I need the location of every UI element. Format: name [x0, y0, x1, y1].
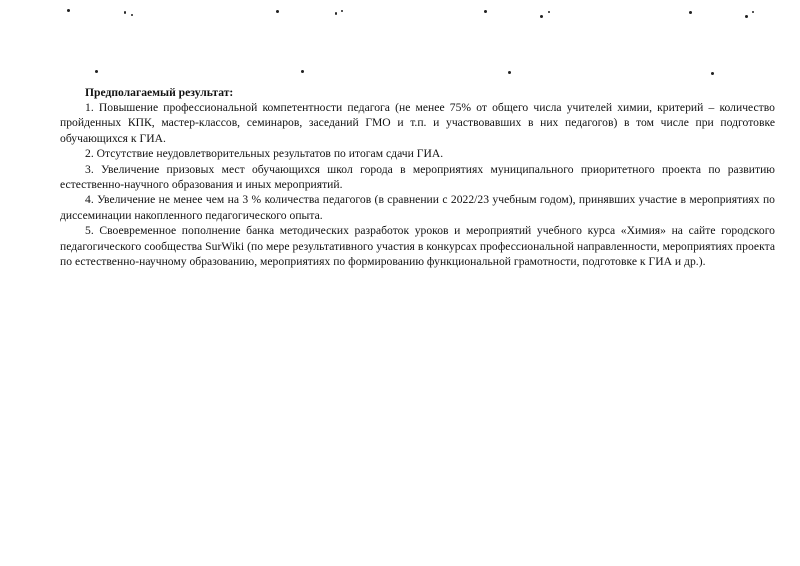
scan-speck [508, 71, 511, 74]
scan-speck [752, 11, 754, 13]
result-item-2: 2. Отсутствие неудовлетворительных результатов по итогам сдачи ГИА. [85, 147, 444, 161]
scan-speck [335, 12, 337, 15]
scan-speck [548, 11, 550, 13]
scan-speck [124, 11, 126, 14]
scan-speck [301, 70, 304, 73]
scan-speck [745, 15, 748, 18]
scan-speck [711, 72, 714, 75]
section-heading: Предполагаемый результат: [85, 86, 234, 99]
scan-speck [341, 10, 343, 12]
scan-speck [131, 14, 133, 16]
scan-speck [67, 9, 70, 12]
result-item-1: 1. Повышение профессиональной компетентности педагога (не менее 75% от общего числа учителей химии, критерий – количество пройденных КПК, мастер-классов, семинаров, заседаний ГМО и т.п. и участвовавших в них педагогов) в том числе при подготовке обучающихся к ГИА. [60, 101, 775, 145]
result-item-4: 4. Увеличение не менее чем на 3 % количества педагогов (в сравнении с 2022/23 учебным годом), принявших участие в мероприятиях по диссеминации накопленного педагогического опыта. [60, 193, 775, 222]
document-body [60, 85, 775, 269]
scan-speck [276, 10, 279, 13]
scan-speck [689, 11, 692, 14]
result-item-3: 3. Увеличение призовых мест обучающихся школ города в мероприятиях муниципального приоритетного проекта по развитию естественно-научного образования и иных мероприятий. [60, 162, 775, 192]
scan-speck [95, 70, 98, 73]
result-item-5: 5. Своевременное пополнение банка методических разработок уроков и мероприятий учебного курса «Химия» на сайте городского педагогического сообщества SurWiki (по мере результативного участия в конкурсах профессиональной направленности, мероприятиях проекта по естественно-научному образованию, мероприятиях по формированию функциональной грамотности, подготовке к ГИА и др.). [60, 224, 775, 269]
scan-speck [540, 15, 543, 18]
scan-speck [484, 10, 487, 13]
